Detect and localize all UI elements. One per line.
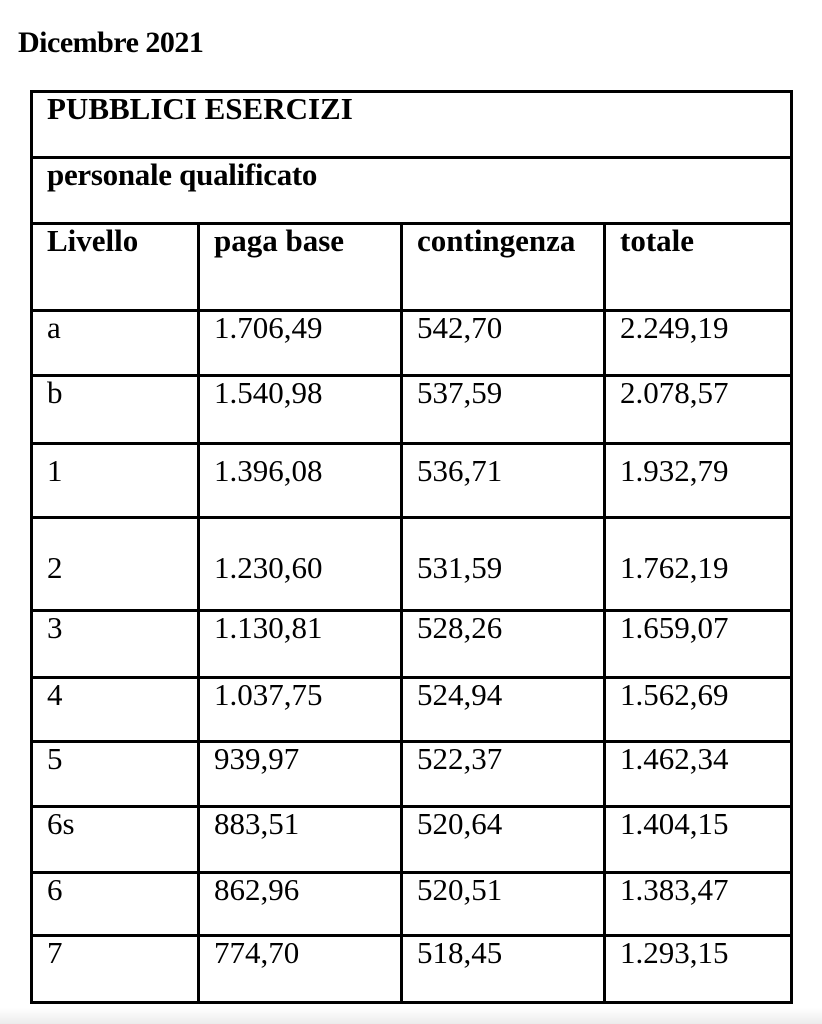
cell-totale: 2.078,57	[605, 376, 792, 444]
cell-totale: 1.383,47	[605, 873, 792, 936]
cell-livello: b	[32, 376, 199, 444]
cell-totale: 1.293,15	[605, 936, 792, 1003]
cell-paga-base: 1.706,49	[199, 311, 402, 376]
cell-paga-base: 862,96	[199, 873, 402, 936]
cell-livello: 5	[32, 742, 199, 807]
cell-contingenza: 522,37	[402, 742, 605, 807]
table-row	[32, 873, 792, 936]
cell-livello: 3	[32, 611, 199, 678]
cell-paga-base: 1.396,08	[199, 444, 402, 518]
page-bottom-shadow	[0, 1008, 822, 1024]
table-header-row	[32, 224, 792, 311]
cell-livello: 4	[32, 678, 199, 742]
cell-contingenza: 531,59	[402, 518, 605, 611]
cell-livello: 1	[32, 444, 199, 518]
cell-livello: 6	[32, 873, 199, 936]
cell-paga-base: 939,97	[199, 742, 402, 807]
table-subtitle-row	[32, 158, 792, 224]
column-header-contingenza: contingenza	[402, 224, 605, 311]
column-header-paga-base: paga base	[199, 224, 402, 311]
cell-contingenza: 524,94	[402, 678, 605, 742]
table-row	[32, 376, 792, 444]
cell-totale: 1.562,69	[605, 678, 792, 742]
table-title-row	[32, 92, 792, 158]
cell-contingenza: 537,59	[402, 376, 605, 444]
cell-paga-base: 774,70	[199, 936, 402, 1003]
cell-livello: a	[32, 311, 199, 376]
cell-contingenza: 528,26	[402, 611, 605, 678]
table-subtitle-text: personale qualificato	[47, 157, 318, 192]
table-row	[32, 936, 792, 1003]
cell-contingenza: 520,64	[402, 807, 605, 873]
cell-totale: 2.249,19	[605, 311, 792, 376]
cell-contingenza: 520,51	[402, 873, 605, 936]
cell-totale: 1.932,79	[605, 444, 792, 518]
table-row	[32, 311, 792, 376]
table-row	[32, 611, 792, 678]
cell-totale: 1.659,07	[605, 611, 792, 678]
column-header-livello: Livello	[32, 224, 199, 311]
column-header-totale: totale	[605, 224, 792, 311]
table-title: PUBBLICI ESERCIZI	[32, 92, 792, 158]
cell-livello: 2	[32, 518, 199, 611]
table-row	[32, 807, 792, 873]
cell-livello: 7	[32, 936, 199, 1003]
cell-totale: 1.404,15	[605, 807, 792, 873]
cell-totale: 1.462,34	[605, 742, 792, 807]
cell-livello: 6s	[32, 807, 199, 873]
table-row	[32, 518, 792, 611]
cell-paga-base: 1.540,98	[199, 376, 402, 444]
table-row	[32, 678, 792, 742]
cell-paga-base: 1.037,75	[199, 678, 402, 742]
cell-paga-base: 1.130,81	[199, 611, 402, 678]
cell-contingenza: 542,70	[402, 311, 605, 376]
cell-paga-base: 1.230,60	[199, 518, 402, 611]
cell-contingenza: 536,71	[402, 444, 605, 518]
cell-contingenza: 518,45	[402, 936, 605, 1003]
table-subtitle	[32, 158, 792, 224]
salary-table	[30, 90, 793, 1004]
table-row	[32, 742, 792, 807]
page-heading: Dicembre 2021	[18, 26, 204, 59]
table-row	[32, 444, 792, 518]
cell-totale: 1.762,19	[605, 518, 792, 611]
cell-paga-base: 883,51	[199, 807, 402, 873]
